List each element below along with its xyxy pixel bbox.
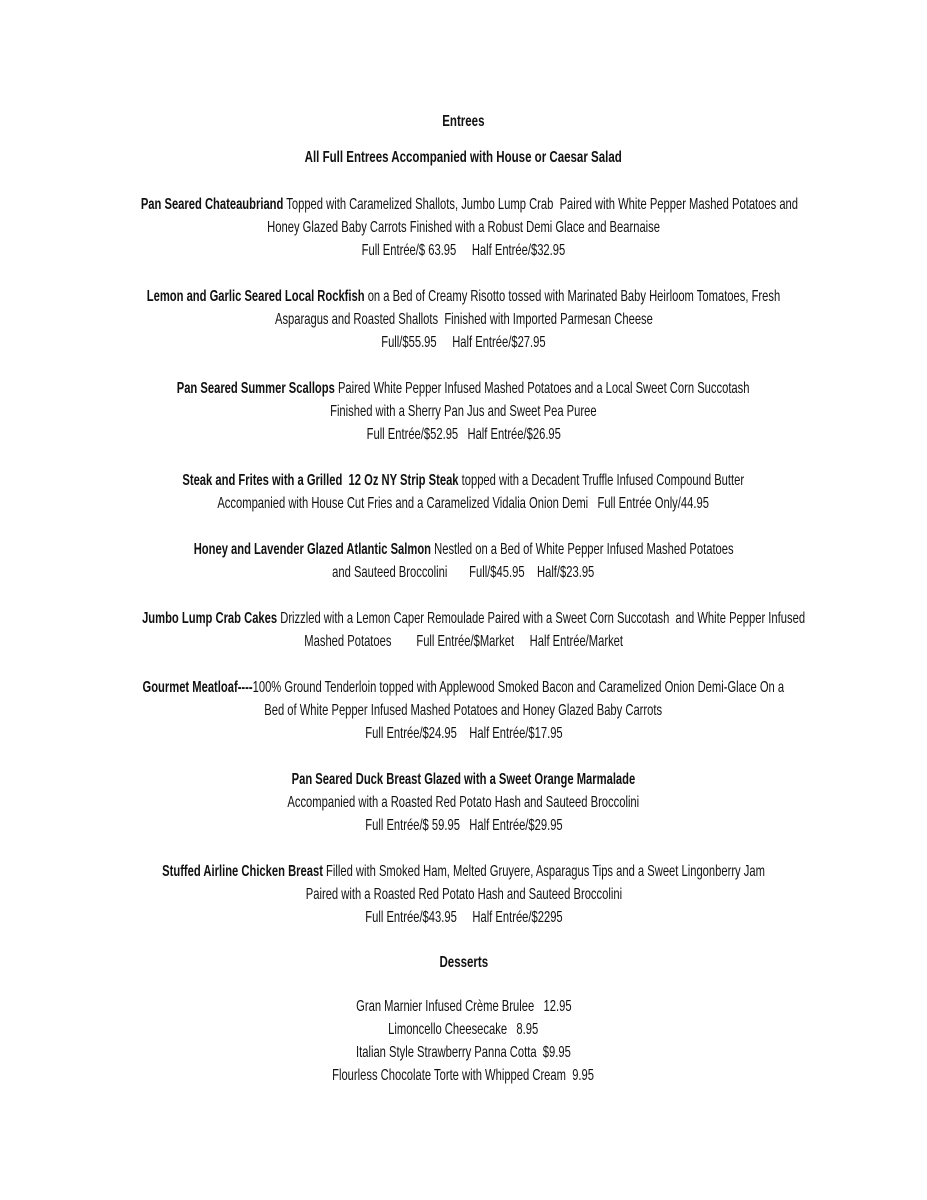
entree-price <box>0 423 927 446</box>
entree-name: Steak and Frites with a Grilled 12 Oz NY Strip Steak <box>182 472 459 489</box>
entree-line <box>0 400 927 423</box>
entree-description: Honey Glazed Baby Carrots Finished with a Robust Demi Glace and Bearnaise <box>267 219 660 236</box>
entree-name: Pan Seared Chateaubriand <box>140 196 284 213</box>
entree-line <box>0 538 927 561</box>
entree-item <box>0 193 927 262</box>
dessert-item-text: Flourless Chocolate Torte with Whipped Cream 9.95 <box>332 1067 595 1084</box>
entree-description: on a Bed of Creamy Risotto tossed with Marinated Baby Heirloom Tomatoes, Fresh <box>364 288 781 305</box>
entree-line <box>0 791 927 814</box>
dessert-item <box>0 995 927 1018</box>
entree-line <box>0 308 927 331</box>
desserts-title <box>0 953 927 973</box>
entrees-title <box>0 112 927 132</box>
entree-item <box>0 469 927 515</box>
entree-item <box>0 538 927 584</box>
dessert-item <box>0 1041 927 1064</box>
entree-item <box>0 676 927 745</box>
entree-name: Gourmet Meatloaf---- <box>142 679 253 696</box>
entree-line <box>0 193 927 216</box>
dessert-item-text: Gran Marnier Infused Crème Brulee 12.95 <box>355 998 572 1015</box>
desserts-list <box>0 995 927 1087</box>
entree-item <box>0 377 927 446</box>
entree-price <box>0 906 927 929</box>
entree-description: Accompanied with a Roasted Red Potato Hash and Sauteed Broccolini <box>287 794 640 811</box>
dessert-item-text: Italian Style Strawberry Panna Cotta $9.95 <box>356 1044 571 1061</box>
entree-description: Filled with Smoked Ham, Melted Gruyere, Asparagus Tips and a Sweet Lingonberry Jam <box>322 863 765 880</box>
entree-description: and Sauteed Broccolini Full/$45.95 Half/$23.95 <box>332 564 595 581</box>
entree-line <box>0 561 927 584</box>
entree-item <box>0 860 927 929</box>
entree-line <box>0 216 927 239</box>
entree-price <box>0 239 927 262</box>
entree-description: Paired with a Roasted Red Potato Hash and Sauteed Broccolini <box>305 886 622 903</box>
entree-price-text: Full Entrée/$ 63.95 Half Entrée/$32.95 <box>361 242 566 259</box>
entree-price-text: Full Entrée/$24.95 Half Entrée/$17.95 <box>364 725 563 742</box>
entree-line <box>0 492 927 515</box>
entree-description: topped with a Decadent Truffle Infused Compound Butter <box>458 472 745 489</box>
entree-line <box>0 699 927 722</box>
entree-line <box>0 883 927 906</box>
entree-price <box>0 331 927 354</box>
entree-description: Topped with Caramelized Shallots, Jumbo Lump Crab Paired with White Pepper Mashed Potatoes and <box>283 196 799 213</box>
dessert-item <box>0 1064 927 1087</box>
entree-item <box>0 285 927 354</box>
entree-name: Jumbo Lump Crab Cakes <box>142 610 278 627</box>
entree-line <box>0 860 927 883</box>
entree-item <box>0 607 927 653</box>
entree-price <box>0 722 927 745</box>
entree-price-text: Full Entrée/$43.95 Half Entrée/$2295 <box>364 909 563 926</box>
entree-item <box>0 768 927 837</box>
entrees-subtitle <box>0 148 927 168</box>
entree-line <box>0 607 927 630</box>
dessert-item-text: Limoncello Cheesecake 8.95 <box>388 1021 539 1038</box>
entree-line <box>0 285 927 308</box>
entree-description: Mashed Potatoes Full Entrée/$Market Half Entrée/Market <box>304 633 623 650</box>
entree-price-text: Full Entrée/$ 59.95 Half Entrée/$29.95 <box>364 817 563 834</box>
entrees-subtitle-text: All Full Entrees Accompanied with House or Caesar Salad <box>304 149 623 166</box>
entree-name: Pan Seared Duck Breast Glazed with a Sweet Orange Marmalade <box>291 771 636 788</box>
entree-line <box>0 768 927 791</box>
entree-name: Pan Seared Summer Scallops <box>177 380 336 397</box>
entree-description: Accompanied with House Cut Fries and a Caramelized Vidalia Onion Demi Full Entrée Only/44.95 <box>217 495 710 512</box>
entree-description: Nestled on a Bed of White Pepper Infused Mashed Potatoes <box>430 541 734 558</box>
entree-price <box>0 814 927 837</box>
entree-name: Lemon and Garlic Seared Local Rockfish <box>146 288 365 305</box>
entree-description: 100% Ground Tenderloin topped with Applewood Smoked Bacon and Caramelized Onion Demi-Glace On a <box>252 679 785 696</box>
entree-name: Honey and Lavender Glazed Atlantic Salmon <box>193 541 431 558</box>
entree-description: Bed of White Pepper Infused Mashed Potatoes and Honey Glazed Baby Carrots <box>264 702 663 719</box>
entree-line <box>0 377 927 400</box>
entree-description: Finished with a Sherry Pan Jus and Sweet Pea Puree <box>330 403 597 420</box>
entree-line <box>0 676 927 699</box>
entree-description: Paired White Pepper Infused Mashed Potatoes and a Local Sweet Corn Succotash <box>335 380 750 397</box>
entree-name: Stuffed Airline Chicken Breast <box>162 863 323 880</box>
entree-line <box>0 630 927 653</box>
entree-description: Drizzled with a Lemon Caper Remoulade Paired with a Sweet Corn Succotash and White Pepper Infused <box>277 610 806 627</box>
entree-price-text: Full Entrée/$52.95 Half Entrée/$26.95 <box>366 426 561 443</box>
entree-price-text: Full/$55.95 Half Entrée/$27.95 <box>381 334 546 351</box>
entree-description: Asparagus and Roasted Shallots Finished with Imported Parmesan Cheese <box>274 311 653 328</box>
entree-line <box>0 469 927 492</box>
entrees-title-text: Entrees <box>442 113 485 130</box>
dessert-item <box>0 1018 927 1041</box>
desserts-title-text: Desserts <box>439 954 488 971</box>
